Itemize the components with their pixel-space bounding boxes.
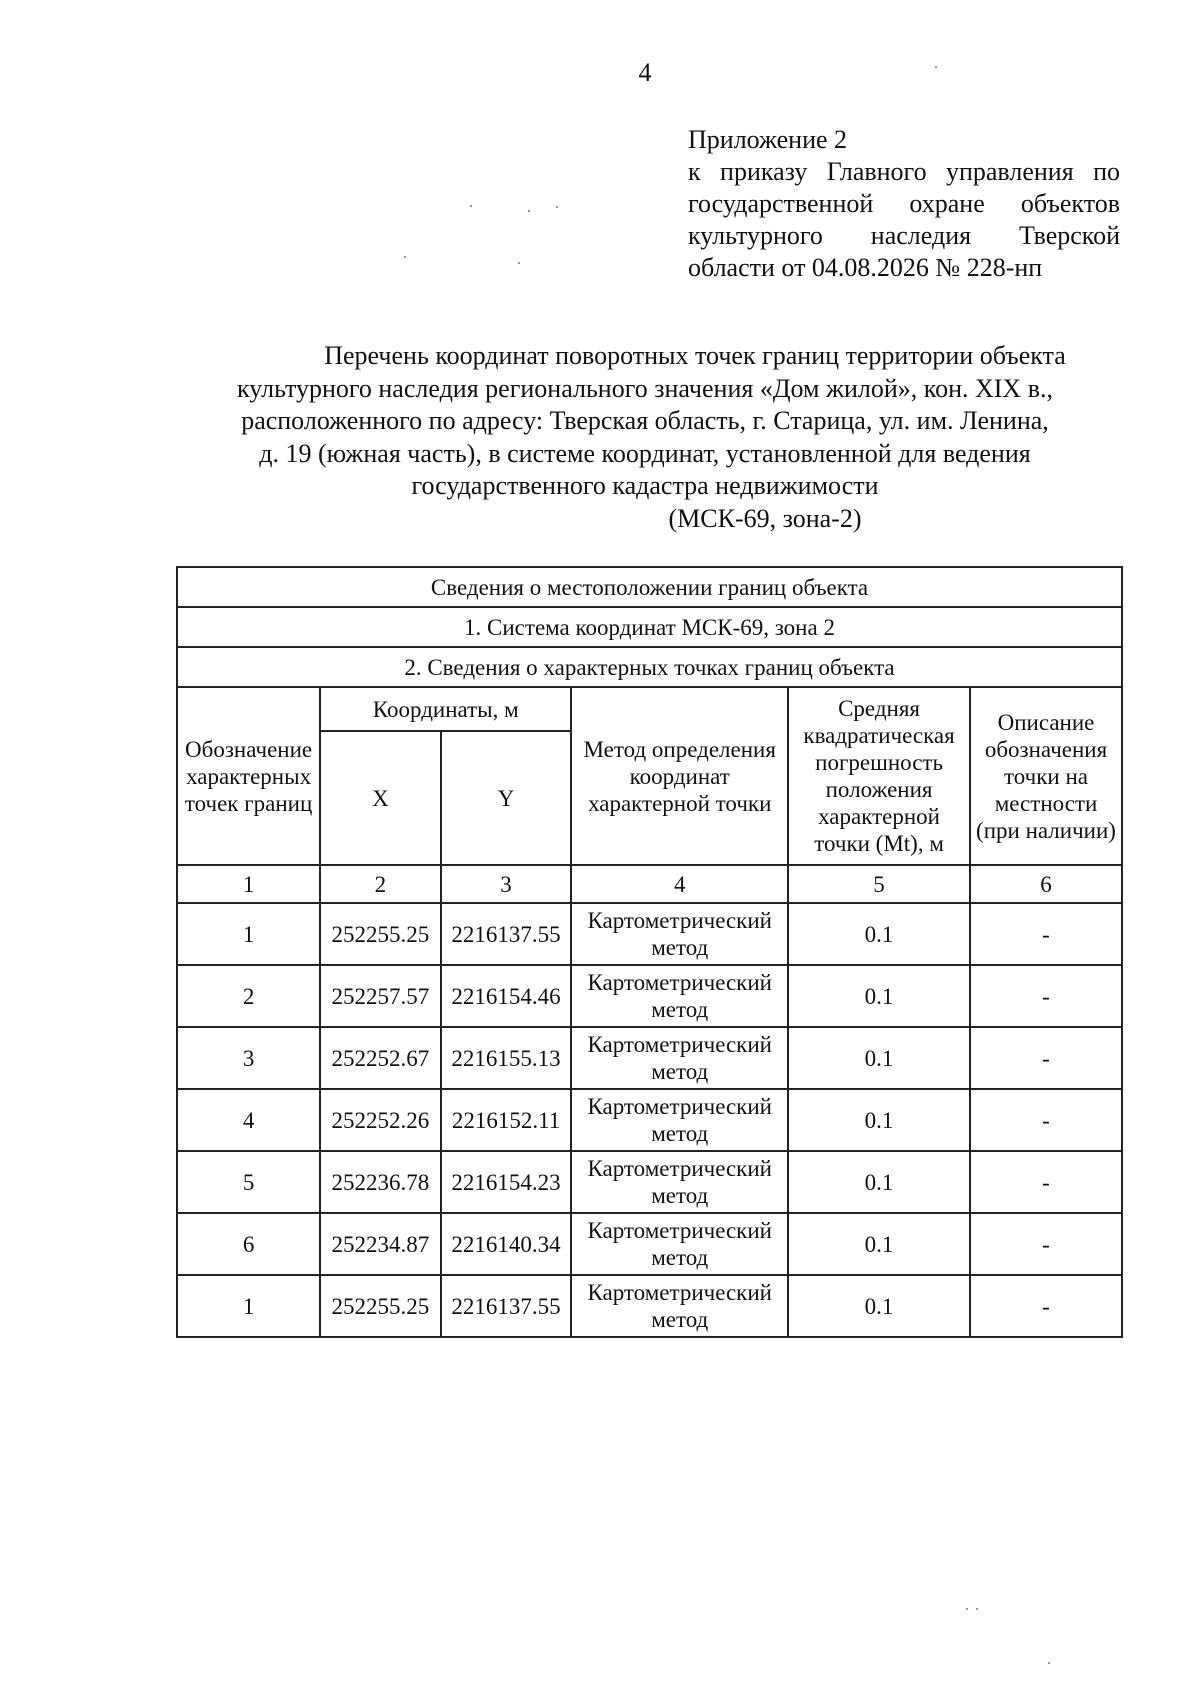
column-number: 5: [788, 865, 970, 903]
scan-speck: [976, 1608, 978, 1610]
column-header-description: Описание обозначения точки на местности (при наличии): [970, 687, 1122, 865]
x-cell: 252252.67: [320, 1027, 441, 1089]
description-cell: -: [970, 1213, 1122, 1275]
description-cell: -: [970, 1027, 1122, 1089]
title-line: (МСК-69, зона-2): [668, 503, 862, 533]
column-number: 6: [970, 865, 1122, 903]
title-line: д. 19 (южная часть), в системе координат, установленной для ведения: [259, 438, 1031, 468]
y-cell: 2216140.34: [441, 1213, 572, 1275]
point-cell: 4: [177, 1089, 320, 1151]
method-cell: Картометрический метод: [571, 965, 788, 1027]
y-cell: 2216137.55: [441, 1275, 572, 1337]
point-cell: 3: [177, 1027, 320, 1089]
description-cell: -: [970, 965, 1122, 1027]
point-cell: 1: [177, 903, 320, 965]
page-number: 4: [638, 58, 652, 87]
column-number: 1: [177, 865, 320, 903]
description-cell: -: [970, 1275, 1122, 1337]
point-cell: 1: [177, 1275, 320, 1337]
scan-speck: [518, 262, 520, 264]
scan-speck: [528, 210, 530, 212]
method-cell: Картометрический метод: [571, 1275, 788, 1337]
error-cell: 0.1: [788, 1027, 970, 1089]
method-cell: Картометрический метод: [571, 903, 788, 965]
x-cell: 252234.87: [320, 1213, 441, 1275]
table-row: [177, 903, 1122, 965]
scan-speck: [935, 66, 937, 68]
x-cell: 252236.78: [320, 1151, 441, 1213]
error-cell: 0.1: [788, 1151, 970, 1213]
x-cell: 252257.57: [320, 965, 441, 1027]
point-cell: 6: [177, 1213, 320, 1275]
scan-speck: [966, 1608, 968, 1610]
scan-speck: [470, 205, 472, 207]
x-cell: 252255.25: [320, 1275, 441, 1337]
error-cell: 0.1: [788, 1089, 970, 1151]
method-cell: Картометрический метод: [571, 1089, 788, 1151]
document-title: [170, 340, 1120, 535]
table-header-points: 2. Сведения о характерных точках границ объекта: [177, 647, 1122, 687]
appendix-line: к приказу Главного управления по: [688, 157, 1120, 186]
column-header-method: Метод определения координат характерной точки: [571, 687, 788, 865]
y-cell: 2216154.23: [441, 1151, 572, 1213]
point-cell: 2: [177, 965, 320, 1027]
title-line: культурного наследия регионального значения «Дом жилой», кон. XIX в.,: [236, 373, 1053, 403]
y-cell: 2216137.55: [441, 903, 572, 965]
column-header-y: Y: [441, 731, 572, 865]
description-cell: -: [970, 1089, 1122, 1151]
table-row: [177, 965, 1122, 1027]
table-header-system: 1. Система координат МСК-69, зона 2: [177, 607, 1122, 647]
error-cell: 0.1: [788, 965, 970, 1027]
scan-speck: [556, 206, 558, 208]
x-cell: 252255.25: [320, 903, 441, 965]
column-header-point: Обозначение характерных точек границ: [177, 687, 320, 865]
table-header-main: Сведения о местоположении границ объекта: [177, 567, 1122, 607]
title-line: государственного кадастра недвижимости: [411, 471, 879, 500]
scan-speck: [404, 256, 406, 258]
y-cell: 2216152.11: [441, 1089, 572, 1151]
method-cell: Картометрический метод: [571, 1151, 788, 1213]
table-row: [177, 1151, 1122, 1213]
description-cell: -: [970, 903, 1122, 965]
column-number-row: [177, 865, 1122, 903]
y-cell: 2216155.13: [441, 1027, 572, 1089]
point-cell: 5: [177, 1151, 320, 1213]
appendix-line: государственной охране объектов: [688, 189, 1120, 218]
error-cell: 0.1: [788, 1213, 970, 1275]
table-row: [177, 1089, 1122, 1151]
column-number: 3: [441, 865, 572, 903]
table-row: [177, 1275, 1122, 1337]
table-row: [177, 1027, 1122, 1089]
method-cell: Картометрический метод: [571, 1027, 788, 1089]
coordinates-table: [176, 566, 1123, 1338]
error-cell: 0.1: [788, 903, 970, 965]
appendix-line: области от 04.08.2026 № 228-нп: [688, 253, 1043, 282]
method-cell: Картометрический метод: [571, 1213, 788, 1275]
appendix-block: [688, 124, 1120, 284]
appendix-line: культурного наследия Тверской: [688, 221, 1120, 250]
column-number: 4: [571, 865, 788, 903]
column-header-x: X: [320, 731, 441, 865]
appendix-line: Приложение 2: [688, 125, 848, 154]
description-cell: -: [970, 1151, 1122, 1213]
column-number: 2: [320, 865, 441, 903]
scan-speck: [1048, 1662, 1050, 1664]
x-cell: 252252.26: [320, 1089, 441, 1151]
error-cell: 0.1: [788, 1275, 970, 1337]
column-header-coords: Координаты, м: [320, 687, 571, 731]
title-line: Перечень координат поворотных точек границ территории объекта: [324, 341, 1066, 370]
column-header-error: Средняя квадратическая погрешность положения характерной точки (Mt), м: [788, 687, 970, 865]
y-cell: 2216154.46: [441, 965, 572, 1027]
title-line: расположенного по адресу: Тверская область, г. Старица, ул. им. Ленина,: [241, 406, 1049, 435]
table-row: [177, 1213, 1122, 1275]
